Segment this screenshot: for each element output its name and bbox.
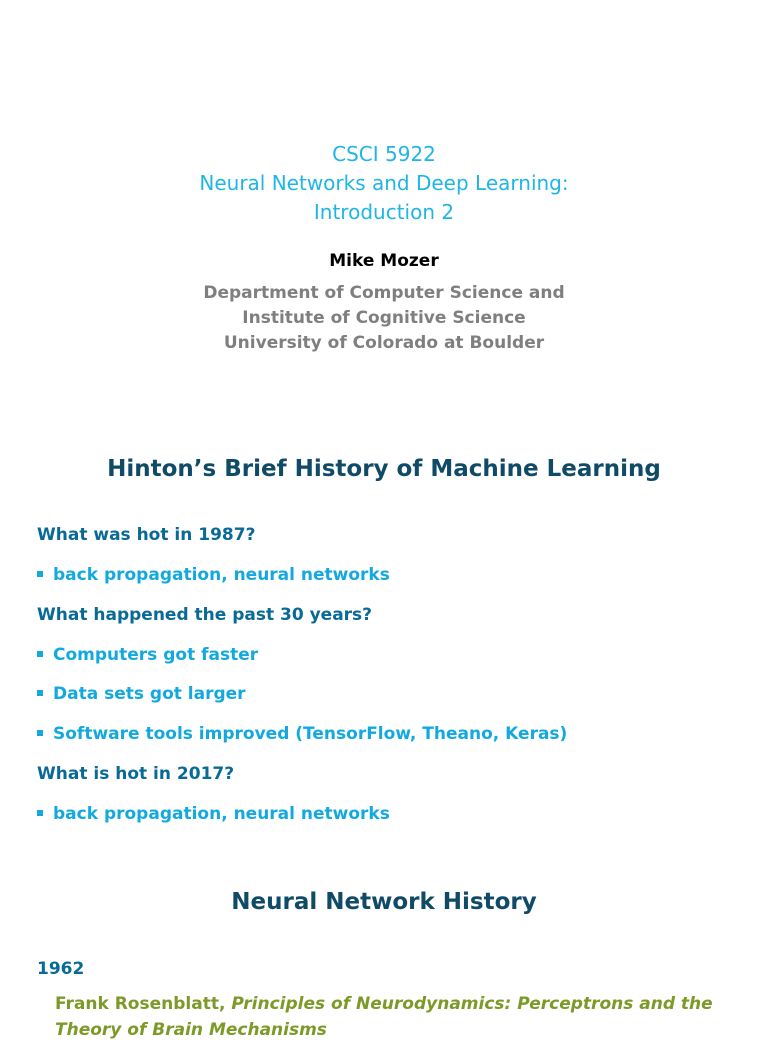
author-name: Mike Mozer	[329, 251, 439, 271]
bullet-item	[37, 724, 567, 744]
affiliation-line-2: Institute of Cognitive Science	[242, 308, 526, 328]
bullet-item	[37, 804, 390, 824]
bullet-text: back propagation, neural networks	[53, 565, 390, 585]
bullet-text: Data sets got larger	[53, 684, 246, 704]
section-heading-hinton: Hinton’s Brief History of Machine Learning	[107, 456, 661, 482]
section-heading-nn-history: Neural Network History	[231, 889, 537, 915]
bullet-icon	[37, 810, 43, 816]
bullet-item	[37, 645, 258, 665]
bullet-item	[37, 565, 390, 585]
question-past-30-years: What happened the past 30 years?	[37, 605, 373, 625]
question-2017: What is hot in 2017?	[37, 764, 235, 784]
history-year: 1962	[37, 959, 85, 979]
bullet-icon	[37, 690, 43, 696]
bullet-text: Software tools improved (TensorFlow, Theano, Keras)	[53, 724, 568, 744]
slide-title-line-2: Introduction 2	[313, 200, 455, 224]
citation-author: Frank Rosenblatt,	[55, 994, 232, 1014]
affiliation-line-3: University of Colorado at Boulder	[223, 333, 545, 353]
bullet-text: back propagation, neural networks	[53, 804, 390, 824]
course-number: CSCI 5922	[332, 142, 436, 166]
bullet-icon	[37, 651, 43, 657]
bullet-icon	[37, 730, 43, 736]
affiliation-line-1: Department of Computer Science and	[203, 283, 565, 303]
bullet-text: Computers got faster	[53, 645, 259, 665]
question-1987: What was hot in 1987?	[37, 525, 256, 545]
bullet-item	[37, 684, 246, 704]
citation	[55, 991, 735, 1043]
bullet-icon	[37, 571, 43, 577]
citation-title: Principles of Neurodynamics: Perceptrons and the Theory of Brain Mechanisms	[55, 994, 713, 1040]
slide-title-line-1: Neural Networks and Deep Learning:	[199, 171, 569, 195]
